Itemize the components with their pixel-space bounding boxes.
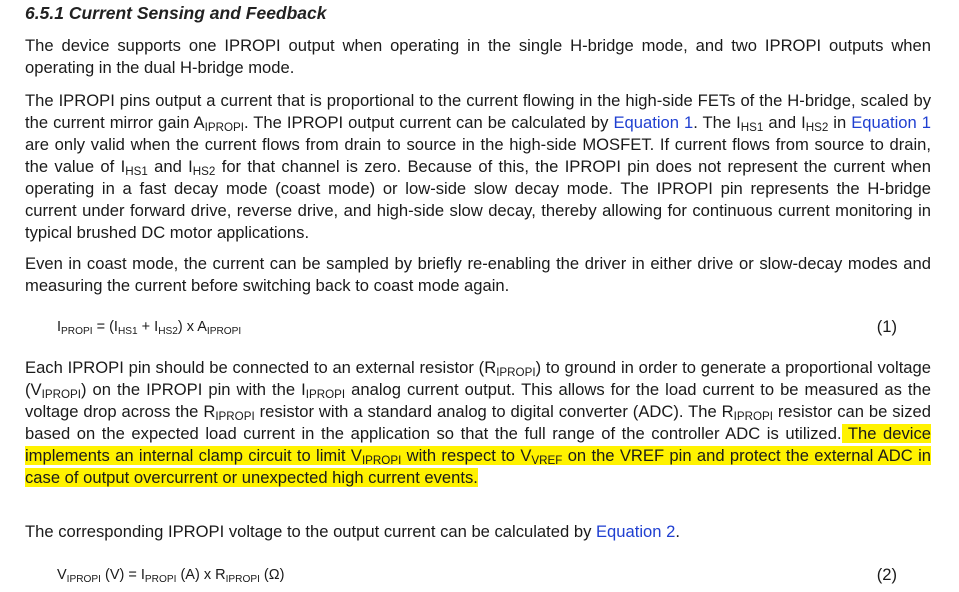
paragraph-3: Even in coast mode, the current can be sampled by briefly re-enabling the driver in either drive or slow-decay modes and measuring the current before switching back to coast mode again. <box>25 254 931 295</box>
equation-2: $V_{IPROPI}$ $(V) = I_{PROPI}$ (A) x $R_{IPROPI}$ (Ω) (2) <box>57 565 897 585</box>
equation-2-number: (2) <box>876 565 897 584</box>
equation-1-link-2[interactable]: Equation 1 <box>851 113 931 132</box>
section-title: Current Sensing and Feedback <box>68 3 327 23</box>
equation-1-link[interactable]: Equation 1 <box>613 113 694 132</box>
section-number: 6.5.1 <box>25 3 64 23</box>
section-heading <box>25 3 327 24</box>
paragraph-4: Each IPROPI pin should be connected to an external resistor $(R_{IPROPI})$ to ground in order to generate a proportional voltage $(V_{IPROPI})$ on the IPROPI pin with the $I_{IPROPI}$ analog current output. This allows for the load current to be measured as the voltage drop across the $R_{IPROPI}$ resistor with a standard analog to digital converter (ADC). The $R_{IPROPI}$ resistor can be sized based on the expected load current in the application so that the full range of the controller ADC is utilized. The device implements an internal clamp circuit to limit $V_{IPROPI}$ with respect to $V_{VREF}$ on the VREF pin and protect the external ADC in case of output overcurrent or unexpected high current events. <box>25 358 932 487</box>
paragraph-2: The IPROPI pins output a current that is proportional to the current flowing in the high-side FETs of the H-bridge, scaled by the current mirror gain $A_{IPROPI}$. The IPROPI output current can be calculated by Equation 1. The $I_{HS1}$ and $I_{HS2}$ in Equation 1 are only valid when the current flows from drain to source in the high-side MOSFET. If current flows from source to drain, the value of $I_{HS1}$ and $I_{HS2}$ for that channel is zero. Because of this, the IPROPI pin does not represent the current when operating in a fast decay mode (coast mode) or low-side slow decay mode. The IPROPI pin represents the H-bridge current under forward drive, reverse drive, and high-side slow decay, thereby allowing for continuous current monitoring in typical brushed DC motor applications. <box>25 91 931 242</box>
paragraph-1: The device supports one IPROPI output when operating in the single H-bridge mode, and two IPROPI outputs when operating in the dual H-bridge mode. <box>25 36 931 77</box>
equation-2-link[interactable]: Equation 2 <box>595 522 676 541</box>
highlighted-text: The device implements an internal clamp circuit to limit $V_{IPROPI}$ with respect to $V_{VREF}$ on the VREF pin and protect the external ADC in case of output overcurrent or unexpected high current events. <box>25 424 932 487</box>
paragraph-5: The corresponding IPROPI voltage to the output current can be calculated by Equation 2. <box>25 522 680 541</box>
equation-1-number: (1) <box>876 317 897 336</box>
equation-1: $I_{PROPI} = (I_{HS1} + I_{HS2})$ x $A_{IPROPI}$ (1) <box>57 317 897 337</box>
